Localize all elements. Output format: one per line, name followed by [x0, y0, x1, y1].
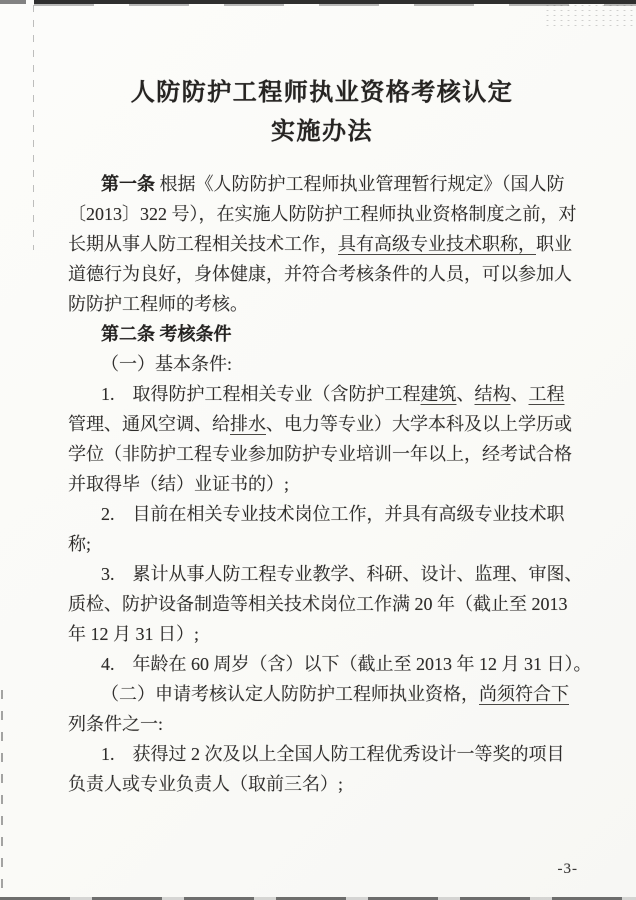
text-line: [68, 169, 576, 199]
text-line: [68, 259, 576, 289]
text-line: [68, 319, 576, 349]
text-segment: 具有高级专业技术职称，: [338, 234, 536, 254]
text-segment: 列条件之一:: [68, 714, 164, 734]
text-segment: 建筑: [420, 384, 457, 404]
text-segment: 管理、通风空调、给: [68, 414, 230, 434]
text-segment: 第二条 考核条件: [101, 324, 232, 344]
text-segment: 负责人或专业负责人（取前三名）;: [68, 774, 343, 794]
text-line: [68, 739, 576, 769]
text-segment: 尚须符合下: [479, 684, 569, 704]
document-body: [68, 169, 592, 799]
scan-artifact-corner-noise: [544, 3, 636, 27]
text-segment: 结构: [474, 384, 511, 404]
document-title-line-1: 人防防护工程师执业资格考核认定: [130, 80, 514, 106]
text-segment: 职业: [536, 234, 572, 254]
page-number: -3-: [557, 861, 578, 877]
text-line: [68, 709, 576, 739]
text-segment: 质检、防护设备制造等相关技术岗位工作满 20 年（截止至 2013: [68, 594, 568, 614]
text-segment: 4. 年龄在 60 周岁（含）以下（截止至 2013 年 12 月 31 日）。: [101, 654, 592, 674]
text-line: [68, 229, 576, 259]
text-segment: 1. 取得防护工程相关专业（含防护工程: [101, 384, 421, 404]
text-line: [68, 559, 583, 589]
text-segment: 根据《人防防护工程师执业管理暂行规定》（国人防: [155, 174, 565, 194]
text-line: [68, 199, 576, 229]
text-line: [68, 439, 576, 469]
text-segment: 学位（非防护工程专业参加防护专业培训一年以上，经考试合格: [68, 444, 572, 464]
text-segment: 长期从事人防工程相关技术工作，: [68, 234, 338, 254]
document-title-line-2: 实施办法: [271, 119, 373, 145]
text-segment: 第一条: [101, 174, 155, 194]
text-line: [68, 349, 576, 379]
scan-artifact-fold-line: [33, 5, 34, 250]
text-segment: （一）基本条件:: [101, 354, 233, 374]
text-segment: 〔2013〕322 号），在实施人防防护工程师执业资格制度之前，对: [68, 204, 577, 224]
text-line: [68, 469, 576, 499]
text-segment: 年 12 月 31 日）;: [68, 624, 200, 644]
text-line: [68, 499, 576, 529]
text-line: [68, 289, 576, 319]
text-segment: 2. 目前在相关专业技术岗位工作，并具有高级专业技术职: [101, 504, 565, 524]
text-segment: 称;: [68, 534, 92, 554]
text-line: [68, 679, 576, 709]
text-segment: 1. 获得过 2 次及以上全国人防工程优秀设计一等奖的项目: [101, 744, 565, 764]
text-segment: 、电力等专业）大学本科及以上学历或: [266, 414, 572, 434]
text-line: [68, 379, 576, 409]
text-line: [68, 589, 576, 619]
text-line: [68, 649, 592, 679]
text-segment: 3. 累计从事人防工程专业教学、科研、设计、监理、审图、: [101, 564, 583, 584]
text-line: [68, 409, 576, 439]
text-line: [68, 619, 576, 649]
text-segment: 防防护工程师的考核。: [68, 294, 248, 314]
text-line: [68, 769, 576, 799]
document-content: [68, 74, 592, 799]
text-segment: （二）申请考核认定人防防护工程师执业资格，: [101, 684, 479, 704]
text-segment: 、: [456, 384, 475, 404]
text-segment: 工程: [528, 384, 565, 404]
text-segment: 排水: [230, 414, 266, 434]
text-line: [68, 529, 576, 559]
text-segment: 并取得毕（结）业证书的）;: [68, 474, 289, 494]
text-segment: 道德行为良好，身体健康，并符合考核条件的人员，可以参加人: [68, 264, 572, 284]
scan-artifact-left-edge-marks: [1, 690, 3, 895]
text-segment: 、: [510, 384, 529, 404]
